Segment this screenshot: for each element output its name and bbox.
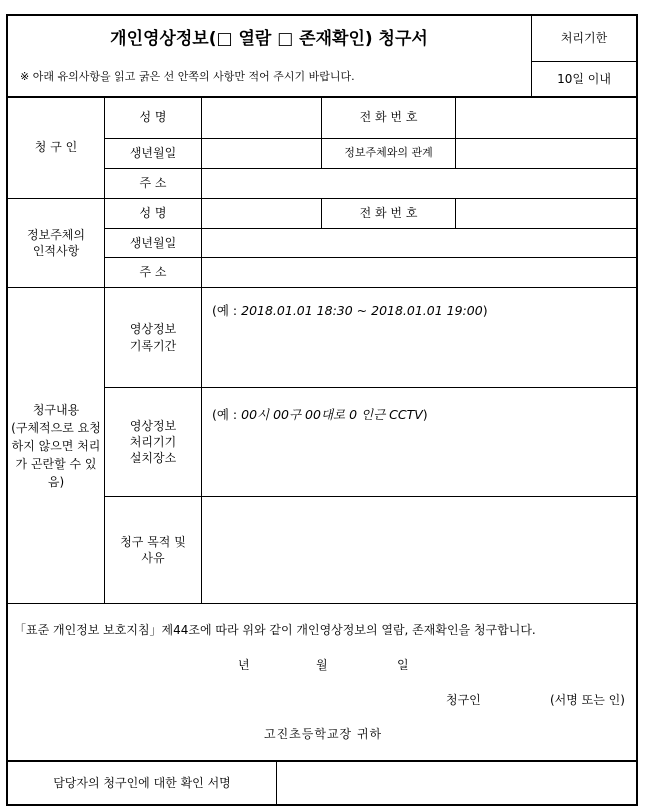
location-example-value: 00시 00구 00대로 0 인근 CCTV — [241, 407, 423, 422]
requester-sign-label: 청구인 — [446, 693, 481, 707]
requester-address-field[interactable] — [202, 169, 636, 198]
subject-address-field[interactable] — [202, 258, 636, 287]
subject-birth-field[interactable] — [202, 229, 636, 257]
requester-name-label: 성 명 — [139, 110, 167, 125]
form-notice: ※ 아래 유의사항을 읽고 굵은 선 안쪽의 사항만 적어 주시기 바랍니다. — [20, 69, 355, 83]
location-field[interactable] — [202, 430, 636, 495]
requester-relation-label: 정보주체와의 관계 — [344, 146, 433, 160]
requester-address-label: 주 소 — [139, 176, 167, 191]
purpose-label: 청구 목적 및 사유 — [120, 534, 186, 565]
subject-birth-label: 생년월일 — [129, 235, 177, 250]
period-example-suffix: ) — [482, 303, 488, 318]
date-year-label: 년 — [238, 658, 250, 672]
subject-phone-label: 전 화 번 호 — [359, 206, 418, 221]
requester-name-field[interactable] — [202, 97, 321, 138]
subject-phone-field[interactable] — [456, 199, 636, 228]
border-bottom — [6, 804, 638, 806]
requester-birth-field[interactable] — [202, 139, 321, 168]
requester-relation-field[interactable] — [456, 139, 636, 168]
subject-section-label: 정보주체의 인적사항 — [27, 227, 85, 258]
date-month-label: 월 — [316, 658, 328, 672]
staff-confirmation-label: 담당자의 청구인에 대한 확인 서명 — [53, 775, 231, 790]
staff-signature-field[interactable] — [277, 762, 636, 804]
deadline-value: 10일 이내 — [557, 71, 611, 86]
recipient-label: 고진초등학교장 귀하 — [264, 727, 383, 741]
location-example — [212, 405, 428, 423]
period-field[interactable] — [202, 325, 636, 386]
deadline-label: 처리기한 — [560, 31, 608, 46]
period-example-value: 2018.01.01 18:30 ~ 2018.01.01 19:00 — [241, 303, 483, 318]
requester-birth-label: 생년월일 — [129, 146, 177, 161]
request-section-label: 청구내용 (구체적으로 요청하지 않으면 처리가 곤란할 수 있음) — [11, 402, 101, 489]
requester-phone-label: 전 화 번 호 — [359, 110, 418, 125]
request-bottom-line — [6, 603, 638, 604]
location-example-suffix: ) — [422, 407, 428, 422]
subject-address-label: 주 소 — [139, 265, 167, 280]
location-example-prefix: (예 : — [212, 407, 242, 422]
signature-label: (서명 또는 인) — [550, 693, 625, 707]
period-example-prefix: (예 : — [212, 303, 242, 318]
border-right — [636, 14, 638, 806]
location-label: 영상정보 처리기기 설치장소 — [129, 418, 177, 466]
subject-name-label: 성 명 — [139, 206, 167, 221]
period-label: 영상정보 기록기간 — [129, 322, 177, 353]
subject-name-field[interactable] — [202, 199, 321, 228]
date-day-label: 일 — [397, 658, 409, 672]
declaration-statement: 「표준 개인정보 보호지침」제44조에 따라 위와 같이 개인영상정보의 열람, 존재확인을 청구합니다. — [14, 623, 536, 637]
requester-section-label: 청 구 인 — [34, 140, 78, 155]
purpose-field[interactable] — [202, 497, 636, 603]
period-example — [212, 301, 488, 319]
form-title: 개인영상정보(□ 열람 □ 존재확인) 청구서 — [110, 28, 428, 49]
requester-phone-field[interactable] — [456, 97, 636, 138]
